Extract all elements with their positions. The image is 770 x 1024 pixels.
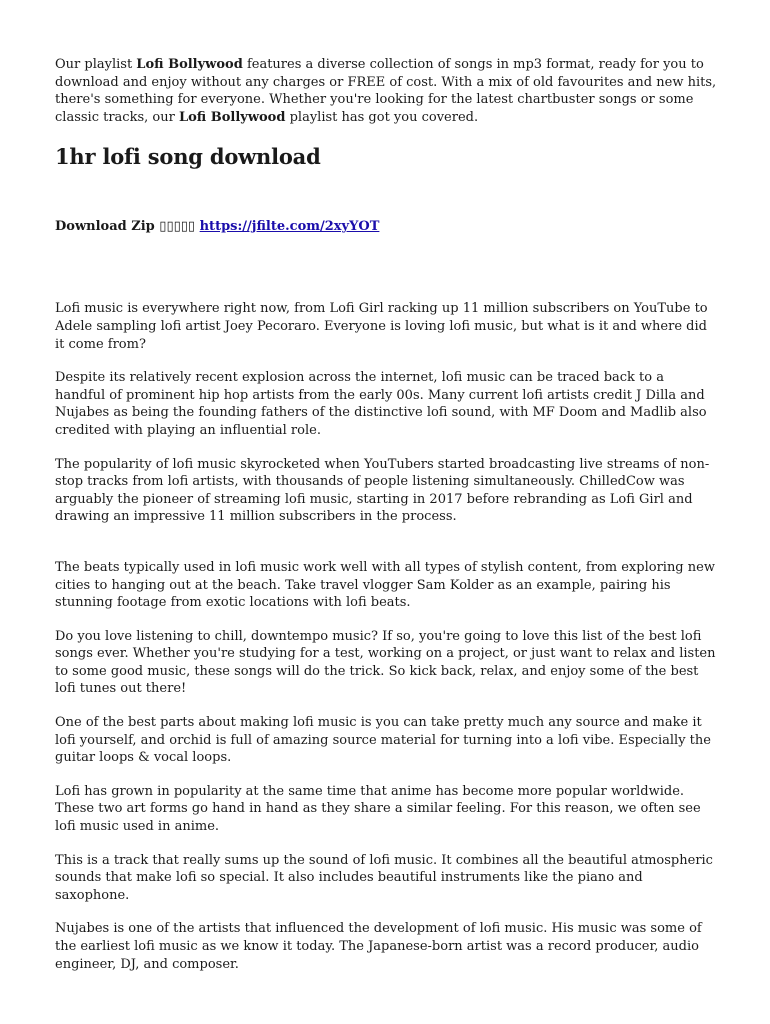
playlist-name-2: Lofi Bollywood <box>178 109 286 125</box>
paragraph-9: Nujabes is one of the artists that influenced the development of lofi music. His music was some of the earliest lofi music as we know it today. The Japanese-born artist was a record producer, audio engineer, DJ, and composer. <box>55 921 702 972</box>
download-link[interactable]: https://jfilte.com/2xyYOT <box>199 219 380 235</box>
paragraph-7: Lofi has grown in popularity at the same time that anime has become more popular worldwide. These two art forms go hand in hand as they share a similar feeling. For this reason, we often see lofi music used in anime. <box>55 783 701 835</box>
page-heading: 1hr lofi song download <box>55 144 321 170</box>
paragraph-1: Lofi music is everywhere right now, from Lofi Girl racking up 11 million subscribers on YouTube to Adele sampling lofi artist Joey Pecoraro. Everyone is loving lofi music, but what is it and where did it come from? <box>55 301 708 352</box>
paragraph-3: The popularity of lofi music skyrocketed when YouTubers started broadcasting live streams of non-stop tracks from lofi artists, with thousands of people listening simultaneously. ChilledCow was arguably the pioneer of streaming lofi music, starting in 2017 before rebranding as Lofi Girl and drawing an impressive 11 million subscribers in the process. <box>55 456 710 525</box>
paragraph-2: Despite its relatively recent explosion across the internet, lofi music can be traced back to a handful of prominent hip hop artists from the early 00s. Many current lofi artists credit J Dilla and Nujabes as being the founding fathers of the distinctive lofi sound, with MF Doom and Madlib also credited with playing an influential role. <box>55 370 707 438</box>
missing-glyph-boxes: ▯▯▯▯▯ <box>159 219 196 235</box>
download-line <box>55 218 717 236</box>
intro-text-1: Our playlist <box>55 57 137 72</box>
paragraph-8: This is a track that really sums up the sound of lofi music. It combines all the beautiful atmospheric sounds that make lofi so special. It also includes beautiful instruments like the piano and saxophone. <box>55 852 713 903</box>
document-page <box>55 56 717 973</box>
paragraph-5: Do you love listening to chill, downtempo music? If so, you're going to love this list of the best lofi songs ever. Whether you're studying for a test, working on a project, or just want to relax and listen to some good music, these songs will do the trick. So kick back, relax, and enjoy some of the best lofi tunes out there! <box>55 628 716 697</box>
intro-paragraph <box>55 56 717 126</box>
paragraph-4: The beats typically used in lofi music work well with all types of stylish content, from exploring new cities to hanging out at the beach. Take travel vlogger Sam Kolder as an example, pairing his stunning footage from exotic locations with lofi beats. <box>55 559 715 611</box>
playlist-name-1: Lofi Bollywood <box>136 57 243 72</box>
intro-text-3: playlist has got you covered. <box>285 109 479 125</box>
download-label: Download Zip <box>55 219 155 235</box>
intro-text-2: features a diverse collection of songs in mp3 format, ready for you to download and enjoy without any charges or FREE of cost. With a mix of old favourites and new hits, there's something for everyone. Whether you're looking for the latest chartbuster songs or some classic tracks, our <box>55 57 717 125</box>
paragraph-6: One of the best parts about making lofi music is you can take pretty much any source and make it lofi yourself, and orchid is full of amazing source material for turning into a lofi vibe. Especially the guitar loops & vocal loops. <box>55 715 711 766</box>
